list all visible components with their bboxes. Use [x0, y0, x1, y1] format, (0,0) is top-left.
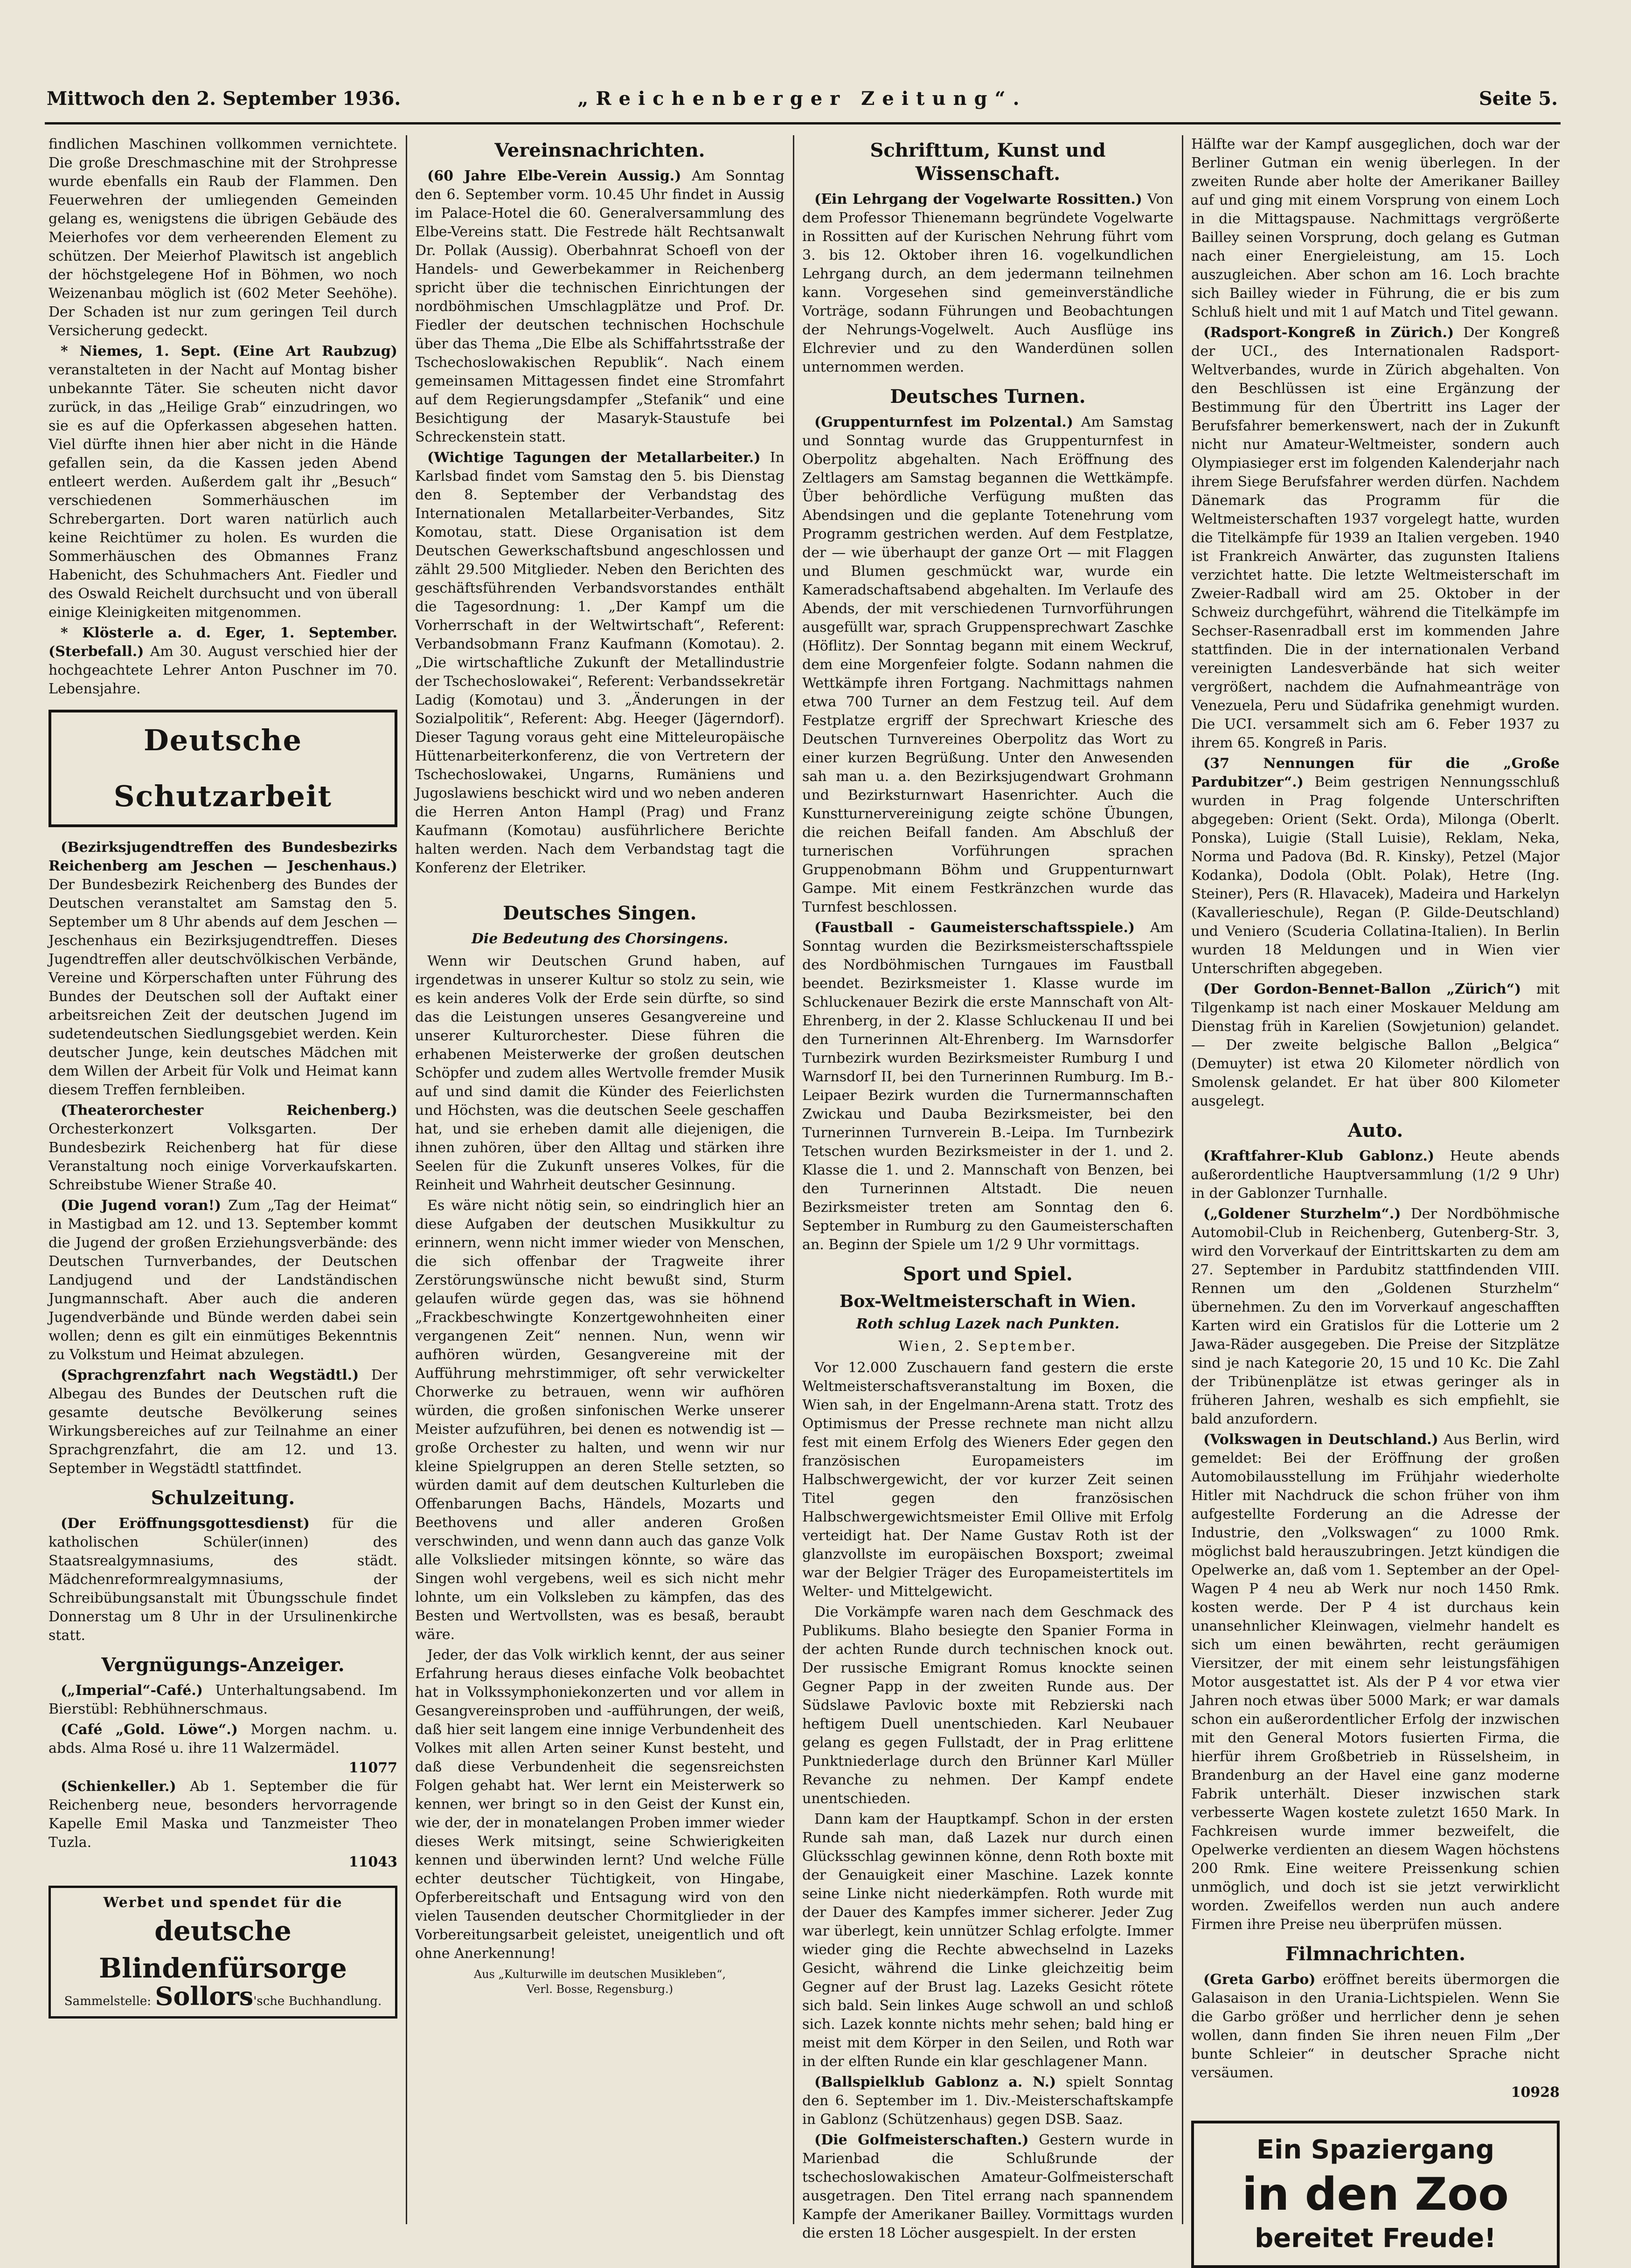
article-paragraph: findlichen Maschinen vollkommen vernichtete. Die große Dreschmaschine mit der Strohpresse wurde ebenfalls ein Raub der Flammen. Den Feuerwehren der umliegenden Gemeinden gelang es, wenigstens die übrigen Gebäude des Meierhofes vor dem verheerenden Element zu schützen. Der Meierhof Plawitsch ist angeblich der höchstgelegene Hof in Böhmen, wo noch Weizenanbau möglich ist (602 Meter Seehöhe). Der Schaden ist nur zum geringen Teil durch Versicherung gedeckt. [49, 136, 397, 339]
credit-line: Verl. Bosse, Regensburg.) [526, 1983, 673, 1996]
article-text: für die katholischen Schüler(innen) des Staatsrealgymnasiums, des städt. Mädchenreformrealgymnasiums, der Schreibübungsanstalt mit Übungsschule findet Donnerstag um 8 Uhr in der Ursulinenkirche statt. [49, 1515, 398, 1644]
article-lead: (Ein Lehrgang der Vogelwarte Rossitten.) [814, 191, 1142, 207]
article-paragraph [49, 1101, 397, 1195]
article-lead: (Sprachgrenzfahrt nach Wegstädtl.) [61, 1367, 359, 1383]
article-text: eröffnet bereits übermorgen die Galasaison in den Urania-Lichtspielen. Wenn Sie die Garbo größer und herrlicher denn je sehen wollen, dann finden Sie ihren neuen Film „Der bunte Schleier“ in deutscher Sprache nicht versäumen. [1191, 1971, 1560, 2081]
article-paragraph [1191, 980, 1560, 1111]
article-lead: (Der Gordon-Bennet-Ballon „Zürich“) [1203, 981, 1521, 997]
column-divider [1182, 135, 1183, 2224]
ad-number: 11077 [348, 1760, 397, 1776]
article-lead: (Die Golfmeisterschaften.) [814, 2132, 1029, 2148]
article-paragraph [802, 2073, 1173, 2129]
section-heading: Schrifttum, Kunst und Wissenschaft. [870, 139, 1106, 185]
ad-footer [57, 1981, 389, 2011]
article-paragraph [49, 624, 397, 698]
article-lead: (Der Eröffnungsgottesdienst) [61, 1515, 310, 1532]
article-lead: (Kraftfahrer-Klub Gablonz.) [1203, 1148, 1435, 1164]
article-text: mit Tilgenkamp ist nach einer Moskauer Meldung am Dienstag früh in Karelien (Sowjetunion) gelandet. — Der zweite belgische Ballon „Belgica“ (Demuyter) ist etwa 20 Kilometer nördlich von Smolensk gelandet. Er hat über 800 Kilometer ausgelegt. [1191, 981, 1560, 1109]
article-paragraph [415, 167, 784, 447]
article-subtitle: Roth schlug Lazek nach Punkten. [856, 1316, 1120, 1332]
article-text: Der Nordböhmische Automobil-Club in Reichenberg, Gutenberg-Str. 3, wird den Vorverkauf der Eintrittskarten zu dem am 27. September in Pardubitz stattfindenden VIII. Rennen um den „Goldenen Sturzhelm“ übernehmen. Zu den im Vorverkauf angeschafften Karten wird ein Gratislos für die Lotterie um 2 Jawa-Räder ausgegeben. Die Preise der Sitzplätze sind je nach Kategorie 20, 15 und 10 Kc. Die Zahl der Tribünenplätze ist etwas geringer als in früheren Jahren, weshalb es sich empfiehlt, sie bald anzufordern. [1191, 1206, 1560, 1427]
article-text: Ab 1. September die für Reichenberg neue, besonders hervorragende Kapelle Emil Maska und Tanzmeister Theo Tuzla. [49, 1778, 397, 1851]
ad-footer-label: Sammelstelle: [64, 1994, 152, 2008]
article-lead: (Wichtige Tagungen der Metallarbeiter.) [427, 449, 761, 466]
column-divider [406, 135, 407, 2224]
article-subtitle: Die Bedeutung des Chorsingens. [471, 931, 729, 947]
article-paragraph [1191, 1431, 1560, 1934]
dateline: Wien, 2. September. [898, 1338, 1077, 1355]
article-text: Beim gestrigen Nennungsschluß wurden in Prag folgende Unterschriften abgegeben: Orient (Sekt. Orda), Milonga (Oberlt. Ponska), Luigie (Stall Luisie), Reklam, Neka, Norma und Padova (Bd. R. Kinsky), Petzel (Major Kodanka), Dodola (Oblt. Polak), Hetre (Ing. Steiner), Pers (R. Hlavacek), Madeira und Harkelyn (Kavallerieschule), Regan (P. Gilde-Deutschland) und Veniero (Scuderia Collatina-Italien). In Berlin wurden 18 Meldungen und in Wien vier Unterschriften abgegeben. [1191, 774, 1560, 977]
article-lead: (Die Jugend voran!) [61, 1197, 222, 1214]
ad-number: 10928 [1511, 2084, 1560, 2101]
section-heading: Vergnügungs-Anzeiger. [101, 1654, 345, 1676]
article-paragraph: Die Vorkämpfe waren nach dem Geschmack des Publikums. Blaho besiegte den Spanier Forma in der achten Runde durch technischen knock out. Der russische Emigrant Romus knockte seinen Gegner Papp in der zweiten Runde aus. Der Südslawe Pavlovic boxte mit Rebzierski nach heftigem Duell unentschieden. Karl Neubauer gelang es gegen Fullstadt, der in Prag erlittene Punktniederlage durch den Brünner Karl Müller Revanche zu nehmen. Der Kampf endete unentschieden. [802, 1604, 1173, 1807]
page-number: Seite 5. [1478, 88, 1558, 110]
article-paragraph [49, 1366, 397, 1478]
article-lead: (60 Jahre Elbe-Verein Aussig.) [427, 168, 681, 184]
article-lead: (37 Nennungen für die „Große Pardubitzer“.) [1191, 755, 1560, 790]
article-paragraph [1191, 1147, 1560, 1203]
article-paragraph: Vor 12.000 Zuschauern fand gestern die erste Weltmeisterschaftsveranstaltung im Boxen, die Wien sah, in der Engelmann-Arena statt. Trotz des Optimismus der Presse rechnete man nicht allzu fest mit einem Erfolg des Wieners Eder gegen den französischen Europameisters im Halbschwergewicht, der vor kurzer Zeit seinen Titel gegen den französischen Halbschwergewichtsmeister Emil Ollive mit Erfolg verteidigt hat. Der Name Gustav Roth ist der glanzvollste im europäischen Boxsport; zweimal war der Belgier Träger des Europameistertitels im Welter- und Mittelgewicht. [802, 1360, 1173, 1600]
issue-date: Mittwoch den 2. September 1936. [47, 88, 401, 110]
credit-line: Aus „Kulturwille im deutschen Musikleben“, [473, 1968, 726, 1981]
article-paragraph [49, 1514, 397, 1645]
article-lead: (Café „Gold. Löwe“.) [61, 1722, 238, 1738]
ad-sollors: Sollors [155, 1981, 254, 2011]
article-paragraph [415, 449, 784, 878]
article-paragraph [802, 2131, 1173, 2243]
column-1 [49, 135, 397, 2224]
article-lead: (Volkswagen in Deutschland.) [1203, 1431, 1438, 1448]
article-text: Zum „Tag der Heimat“ in Mastigbad am 12. und 13. September kommt die Jugend der großen Erziehungsverbände: des Deutschen Turnverbandes, der Deutschen Landjugend und der Landständischen Jungmannschaft. Aber auch die anderen Jugendverbände und Bünde werden dabei sein wollen; denn es gilt ein einmütiges Bekenntnis zu Volkstum und Heimat abzulegen. [49, 1197, 397, 1363]
masthead [47, 88, 1558, 120]
article-paragraph [49, 1681, 397, 1719]
zoo-ad [1191, 2121, 1560, 2268]
section-box-title: Deutsche Schutzarbeit [49, 710, 397, 827]
article-paragraph: Dann kam der Hauptkampf. Schon in der ersten Runde sah man, daß Lazek nur durch einen Glücksschlag gewinnen könne, denn Roth boxte mit der Genauigkeit einer Maschine. Lazek konnte seine Linke nicht niederkämpfen. Roth wurde mit der Dauer des Kampfes immer sicherer. Jeder Zug war überlegt, kein unnützer Schlag erfolgte. Immer wieder ging die Rechte abwechselnd in Lazeks Gesicht, während die Linke gleichzeitig beim Gegner auf der Brust lag. Lazeks Gesicht rötete sich bald. Sein linkes Auge schwoll an und schloß sich. Lazek konnte nichts mehr sehen; bald hing er meist mit dem Körper in den Seilen, und Roth war in der elften Runde ein klar geschlagener Mann. [802, 1811, 1173, 2070]
article-paragraph [1191, 1205, 1560, 1429]
article-text: Aus Berlin, wird gemeldet: Bei der Eröffnung der großen Automobilausstellung im Frühjahr wiederholte Hitler mit Nachdruck die schon früher von ihm aufgestellte Forderung an die Adresse der Industrie, den „Volkswagen“ zu 1000 Rmk. möglichst bald herauszubringen. Jetzt kündigen die Opelwerke an, daß vom 1. September an der Opel-Wagen P 4 neu ab Werk nur noch 1450 Rmk. kosten werde. Der P 4 ist durchaus kein unansehnlicher Kleinwagen, vielmehr handelt es sich um einen bewährten, recht geräumigen Viersitzer, der mit einem sehr leistungsfähigen Motor ausgestattet ist. Als der P 4 vor etwa vier Jahren noch etwas über 5000 Mark; er war damals schon ein außerordentlicher Erfolg der inzwischen mit den General Motors fusierten Firma, die hierfür ihrem Großbetrieb in Rüsselsheim, in Brandenburg an der Havel eine ganz moderne Fabrik unterhält. Dieser inzwischen stark verbesserte Wagen kostete zuletzt 1650 Mark. In Fachkreisen wurde immer bezweifelt, die Opelwerke verdienten an diesem Wagen höchstens 200 Rmk. Eine weitere Preissenkung schien unmöglich, und doch ist sie jetzt verwirklicht worden. Zweifellos werden nun auch andere Firmen ihre Preise neu überprüfen müssen. [1191, 1431, 1560, 1933]
article-text: Unterhaltungsabend. Im Bierstübl: Rebhühnerschmaus. [49, 1682, 397, 1717]
article-lead: (Gruppenturnfest im Polzental.) [814, 414, 1074, 430]
article-text: Am 30. August verschied hier der hochgeachtete Lehrer Anton Puschner im 70. Lebensjahre. [49, 643, 397, 697]
section-heading: Vereinsnachrichten. [494, 139, 705, 161]
section-heading: Auto. [1347, 1120, 1403, 1141]
section-heading: Deutsches Turnen. [890, 386, 1086, 408]
article-paragraph: Jeder, der das Volk wirklich kennt, der aus seiner Erfahrung heraus dieses einfache Volk beobachtet hat in Volkssymphoniekonzerten und vor allem in Gesangvereinsproben und -aufführungen, der weiß, daß hier seit langem eine innige Verbundenheit des Volkes mit allen Arten seiner Kunst besteht, und daß diese Verbundenheit die segensreichsten Folgen gehabt hat. Wer lernt ein Meisterwerk so kennen, wer bringt so in den Geist der Kunst ein, wie der, der in monatelangen Proben immer wieder dieses Werk mitsingt, seine Schwierigkeiten kennen und überwinden lernt? Und welche Fülle echter deutscher Tüchtigkeit, von Hingabe, Opferbereitschaft und Entsagung wird von den vielen Tausenden deutscher Chormitglieder in der Vorbereitungsarbeit geleistet, uneigentlich und oft ohne Anerkennung! [415, 1647, 784, 1962]
article-paragraph [49, 1196, 397, 1364]
article-lead: (Faustball - Gaumeisterschaftsspiele.) [814, 920, 1135, 936]
article-paragraph [802, 413, 1173, 917]
article-lead: (Ballspielklub Gablonz a. N.) [814, 2074, 1056, 2090]
section-heading: Schulzeitung. [151, 1487, 295, 1509]
blindenfuersorge-ad [49, 1886, 397, 2019]
article-paragraph: Wenn wir Deutschen Grund haben, auf irgendetwas in unserer Kultur so stolz zu sein, wie es kein anderes Volk der Erde sein dürfte, so sind das die Leistungen unseres Gesangvereine und unserer Kulturorchester. Diese führen die erhabenen Meisterwerke der großen deutschen Schöpfer und zudem alles Wertvolle fremder Musik auf und sind damit die Künder des Feierlichsten und Höchsten, was die deutschen Seele geschaffen hat, und sie erheben damit alle diejenigen, die ihnen zuhören, über den Alltag und stärken ihre Seelen für die Zukunft unseres Volkes, für die Reinheit und Wahrheit deutscher Gesinnung. [415, 953, 784, 1193]
article-paragraph [802, 919, 1173, 1254]
article-paragraph: Hälfte war der Kampf ausgeglichen, doch war der Berliner Gutman ein wenig überlegen. In der zweiten Runde aber holte der Amerikaner Bailley auf und ging mit einem Vorsprung von einem Loch in die Mittagspause. Nachmittags vergrößerte Bailley seinen Vorsprung, doch gelang es Gutman nach einer Energieleistung, am 15. Loch auszugleichen. Aber schon am 16. Loch brachte sich Bailley wieder in Führung, die er bis zum Schluß hielt und mit 1 auf Match und Titel gewann. [1191, 136, 1560, 320]
column-3 [802, 135, 1173, 2241]
column-4 [1191, 135, 1560, 2254]
article-lead: („Goldener Sturzhelm“.) [1203, 1206, 1401, 1222]
article-text: Von dem Professor Thienemann begründete Vogelwarte in Rossitten auf der Kurischen Nehrung führt vom 3. bis 12. Oktober ihren 16. vogelkundlichen Lehrgang durch, an dem jedermann teilnehmen kann. Vorgesehen sind gemeinverständliche Vorträge, sodann Führungen und Beobachtungen der Nehrungs-Vogelwelt. Auch Ausflüge ins Elchrevier und zu den Wanderdünen sollen unternommen werden. [802, 191, 1173, 375]
article-paragraph [802, 190, 1173, 377]
zoo-ad-headline: in den Zoo [1242, 2168, 1509, 2220]
article-text: Am Sonntag wurden die Bezirksmeisterschaftsspiele des Nordböhmischen Turngaues im Faustball beendet. Bezirksmeister 1. Klasse wurde im Schluckenauer Bezirk die erste Mannschaft von Alt-Ehrenberg, in der 2. Klasse Schluckenau II und bei den Turnerinnen Alt-Ehrenberg. Im Warnsdorfer Turnbezirk wurden Bezirksmeister Rumburg I und Warnsdorf II, bei den Turnerinnen Rumburg. Im B.-Leipaer Bezirk wurden die Turnermannschaften Zwickau und Dauba Bezirksmeister, bei den Turnerinnen Turnverein B.-Leipa. Im Turnbezirk Tetschen wurden Bezirksmeister in der 1. und 2. Klasse die 1. und 2. Mannschaft von Benzen, bei den Turnerinnen Altstadt. Die neuen Bezirksmeister treten am Sonntag den 6. September in Rumburg zu den Gaumeisterschaften an. Beginn der Spiele um 1/2 9 Uhr vormittags. [802, 920, 1173, 1253]
article-text: Der Bundesbezirk Reichenberg des Bundes der Deutschen veranstaltet am Samstag den 5. September um 8 Uhr abends auf dem Jeschen — Jeschenhaus ein Bezirksjugendtreffen. Dieses Jugendtreffen aller deutschvölkischen Verbände, Vereine und Körperschaften unter Führung des Bundes der Deutschen soll der Auftakt einer arbeitsreichen Zeit der deutschen Jugend im sudetendeutschen Siedlungsgebiet werden. Kein deutscher Junge, kein deutsches Mädchen mit dem Willen der Arbeit für Volk und Heimat kann diesem Treffen fernbleiben. [49, 877, 397, 1098]
article-text: Am Samstag und Sonntag wurde das Gruppenturnfest in Oberpolitz abgehalten. Nach Eröffnung des Zeltlagers am Samstag begannen die Wettkämpfe. Über behördliche Verfügung mußten das Abendsingen und die geplante Totenehrung vom Programm gestrichen werden. Auf dem Festplatze, der — wie überhaupt der ganze Ort — mit Flaggen und Blumen geschmückt war, wurde ein Kameradschaftsabend abgehalten. Im Verlaufe des Abends, der mit verschiedenen Turnvorführungen ausgefüllt war, sprach Gruppensprechwart Zaschke (Höflitz). Der Sonntag begann mit einem Weckruf, dem eine Morgenfeier folgte. Sodann nahmen die Wettkämpfe ihren Fortgang. Nachmittags nahmen etwa 700 Turner an dem Festzug teil. Auf dem Festplatze ergriff der Sprechwart Kriesche des Deutschen Turnvereines Oberpolitz das Wort zu einer kurzen Begrüßung. Unter den Anwesenden sah man u. a. den Bezirksjugendwart Grohmann und Bezirksturnwart Hasenrichter. Auch die Kunstturnervereinigung zeigte schöne Übungen, die reichen Beifall fanden. Am Abschluß der turnerischen Vorführungen sprachen Gruppenobmann Böhm und Gruppenturnwart Gampe. Mit einem Festkränzchen wurde das Turnfest beschlossen. [802, 414, 1173, 915]
article-text: Der Kongreß der UCI., des Internationalen Radsport-Weltverbandes, wurde in Zürich abgehalten. Von den Beschlüssen ist eine Ergänzung der Bestimmung für den Übertritt ins Lager der Berufsfahrer bemerkenswert, nach der in Zukunft nicht nur Amateur-Weltmeister, sondern auch Olympiasieger erst im folgenden Kalenderjahr nach ihrem Siege Berufsfahrer werden dürfen. Nachdem Dänemark das Programm für die Weltmeisterschaften 1937 vorgelegt hatte, wurden die Titelkämpfe für 1939 an Italien vergeben. 1940 ist Frankreich Anwärter, das zugunsten Italiens verzichtet hatte. Die letzte Weltmeisterschaft im Zweier-Radball wird am 25. Oktober in der Schweiz durchgeführt, während die Titelkämpfe im Sechser-Rasenradball erst im kommenden Jahre stattfinden. Die in der internationalen Verband vereinigten Landesverbände hat sich weiter vergrößert, nachdem die Aufnahmeanträge von Venezuela, Peru und Südafrika genehmigt wurden. Die UCI. versammelt sich am 6. Feber 1937 zu ihrem 65. Kongreß in Paris. [1191, 325, 1560, 751]
article-text: spielt Sonntag den 6. September im 1. Div.-Meisterschaftskampfe in Gablonz (Schützenhaus) gegen DSB. Saaz. [802, 2074, 1173, 2128]
ad-tagline: Werbet und spendet für die [103, 1895, 343, 1911]
article-lead: (Theaterorchester Reichenberg.) [61, 1102, 397, 1119]
article-paragraph [1191, 754, 1560, 978]
ad-footer-shop: 'sche Buchhandlung. [253, 1994, 382, 2008]
article-headline: Box-Weltmeisterschaft in Wien. [839, 1292, 1137, 1311]
article-lead: (Schienkeller.) [61, 1778, 176, 1795]
article-paragraph [49, 342, 397, 622]
column-2 [415, 135, 784, 2224]
article-paragraph [49, 1721, 397, 1758]
article-lead: * Niemes, 1. Sept. (Eine Art Raubzug) [61, 343, 397, 360]
zoo-ad-line: bereitet Freude! [1255, 2223, 1496, 2254]
article-lead: („Imperial“-Café.) [61, 1682, 203, 1699]
article-paragraph [49, 838, 397, 1099]
masthead-rule [45, 122, 1561, 124]
article-lead: (Bezirksjugendtreffen des Bundesbezirks Reichenberg am Jeschen — Jeschenhaus.) [49, 839, 397, 874]
article-paragraph: Es wäre nicht nötig sein, so eindringlich hier an diese Aufgaben der deutschen Musikkultur zu erinnern, wenn nicht immer wieder von Menschen, die sich offenbar der Tragweite ihrer Zerstörungswünsche nicht bewußt sind, Sturm gelaufen würde gegen das, was sie höhnend „Frackbeschwingte Konzertgewohnheiten einer vergangenen Zeit“ nennen. Nun, wenn wir aufhören würden, Gesangvereine mit der Aufführung mehrstimmiger, oft sehr verwickelter Chorwerke zu betrauen, wenn wir aufhören würden, die großen sinfonischen Werke unserer Meister aufzuführen, bei denen es notwendig ist — große Orchester zu halten, und wenn wir nur kleine Spielgruppen an deren Stelle setzten, so würden damit auf dem deutschen Kulturleben die Offenbarungen Bachs, Händels, Mozarts und Beethovens und aller anderen Großen verschwinden, und wenn dann auch das ganze Volk alle Volkslieder mitsingen könnte, so wäre das Singen wohl vergebens, weil es sich nicht mehr lohnte, um ein Volksleben zu kämpfen, das des Besten und Wertvollsten, was es besaß, beraubt wäre. [415, 1197, 784, 1643]
article-paragraph [49, 1777, 397, 1852]
article-text: In Karlsbad findet vom Samstag den 5. bis Dienstag den 8. September der Verbandstag des Internationalen Metallarbeiter-Verbandes, Sitz Komotau, statt. Diese Organisation ist dem Deutschen Gewerkschaftsbund angeschlossen und zählt 29.500 Mitglieder. Neben den Berichten des geschäftsführenden Verbandsvorstandes enthält die Tagesordnung: 1. „Der Kampf um die Vorherrschaft in der Weltwirtschaft“, Referent: Verbandsobmann Franz Kaufmann (Komotau). 2. „Die wirtschaftliche Zukunft der Metallindustrie der Tschechoslowakei“, Referent: Verbandssekretär Ladig (Komotau) und 3. „Änderungen in der Sozialpolitik“, Referent: Abg. Heeger (Jägerndorf). Dieser Tagung voraus geht eine Mitteleuropäische Hüttenarbeiterkonferenz, die von Vertretern der Tschechoslowakei, Ungarns, Rumäniens und Jugoslawiens beschickt wird und wo neben anderen die Herren Anton Hampl (Prag) und Franz Kaufmann (Komotau) ausführlichere Berichte halten werden. Nach dem Verbandstag tagt die Konferenz der Eletriker. [415, 449, 784, 876]
ad-headline: deutsche Blindenfürsorge [99, 1915, 347, 1984]
article-lead: (Greta Garbo) [1203, 1971, 1316, 1988]
ad-number: 11043 [348, 1854, 397, 1870]
article-lead: (Radsport-Kongreß in Zürich.) [1203, 325, 1454, 341]
article-text: Morgen nachm. u. abds. Alma Rosé u. ihre 11 Walzermädel. [49, 1722, 397, 1756]
section-heading: Sport und Spiel. [903, 1263, 1073, 1285]
article-credit [415, 1967, 784, 1997]
section-heading: Filmnachrichten. [1285, 1943, 1466, 1965]
article-text: Heute abends außerordentliche Hauptversammlung (1/2 9 Uhr) in der Gablonzer Turnhalle. [1191, 1148, 1560, 1202]
article-text: Orchesterkonzert Volksgarten. Der Bundesbezirk Reichenberg hat für diese Veranstaltung noch einige Vorverkaufskarten. Schreibstube Wiener Straße 40. [49, 1121, 397, 1193]
zoo-ad-line: Ein Spaziergang [1256, 2135, 1495, 2165]
article-lead: * Klösterle a. d. Eger, 1. September. (Sterbefall.) [49, 625, 397, 660]
article-paragraph [1191, 1971, 1560, 2082]
article-paragraph [1191, 324, 1560, 753]
article-text: Gestern wurde in Marienbad die Schlußrunde der tschechoslowakischen Amateur-Golfmeisterschaft ausgetragen. Den Titel errang nach spannendem Kampfe der Amerikaner Bailley. Vormittags wurden die ersten 18 Löcher ausgespielt. In der ersten [802, 2132, 1173, 2241]
article-text: veranstalteten in der Nacht auf Montag bisher unbekannte Täter. Sie scheuten nicht davor zurück, in das „Heilige Grab“ einzudringen, wo sie es auf die Opferkassen abgesehen hatten. Viel dürfte ihnen hier aber nicht in die Hände gefallen sein, da die Kassen jeden Abend entleert werden. Außerdem galt ihr „Besuch“ verschiedenen Sommerhäuschen im Schrebergarten. Dort waren natürlich auch keine Reichtümer zu holen. Es wurden die Sommerhäuschen des Obmannes Franz Habenicht, des Schuhmachers Ant. Fiedler und des Oswald Reichelt durchsucht und von überall einige Kleinigkeiten mitgenommen. [49, 362, 397, 621]
column-divider [793, 135, 794, 2224]
newspaper-title: „Reichenberger Zeitung“. [577, 88, 1027, 110]
article-text: Der Albegau des Bundes der Deutschen ruft die gesamte deutsche Bevölkerung seines Wirkungsbereiches auf zur Teilnahme an einer Sprachgrenzfahrt, die am 12. und 13. September in Wegstädtl stattfindet. [49, 1367, 397, 1477]
section-heading: Deutsches Singen. [503, 902, 697, 924]
article-text: Am Sonntag den 6. September vorm. 10.45 Uhr findet in Aussig im Palace-Hotel die 60. Generalversammlung des Elbe-Vereins statt. Die Festrede hält Rechtsanwalt Dr. Pollak (Aussig). Oberbahnrat Schoefl von der Handels- und Gewerbekammer in Reichenberg spricht über die technischen Einrichtungen der nordböhmischen Umschlagplätze und Prof. Dr. Fiedler der deutschen technischen Hochschule über das Thema „Die Elbe als Schiffahrtsstraße der Tschechoslowakischen Republik“. Nach einem gemeinsamen Mittagessen findet eine Stromfahrt auf dem Regierungsdampfer „Stefanik“ und eine Besichtigung der Masaryk-Staustufe bei Schreckenstein statt. [415, 168, 784, 445]
